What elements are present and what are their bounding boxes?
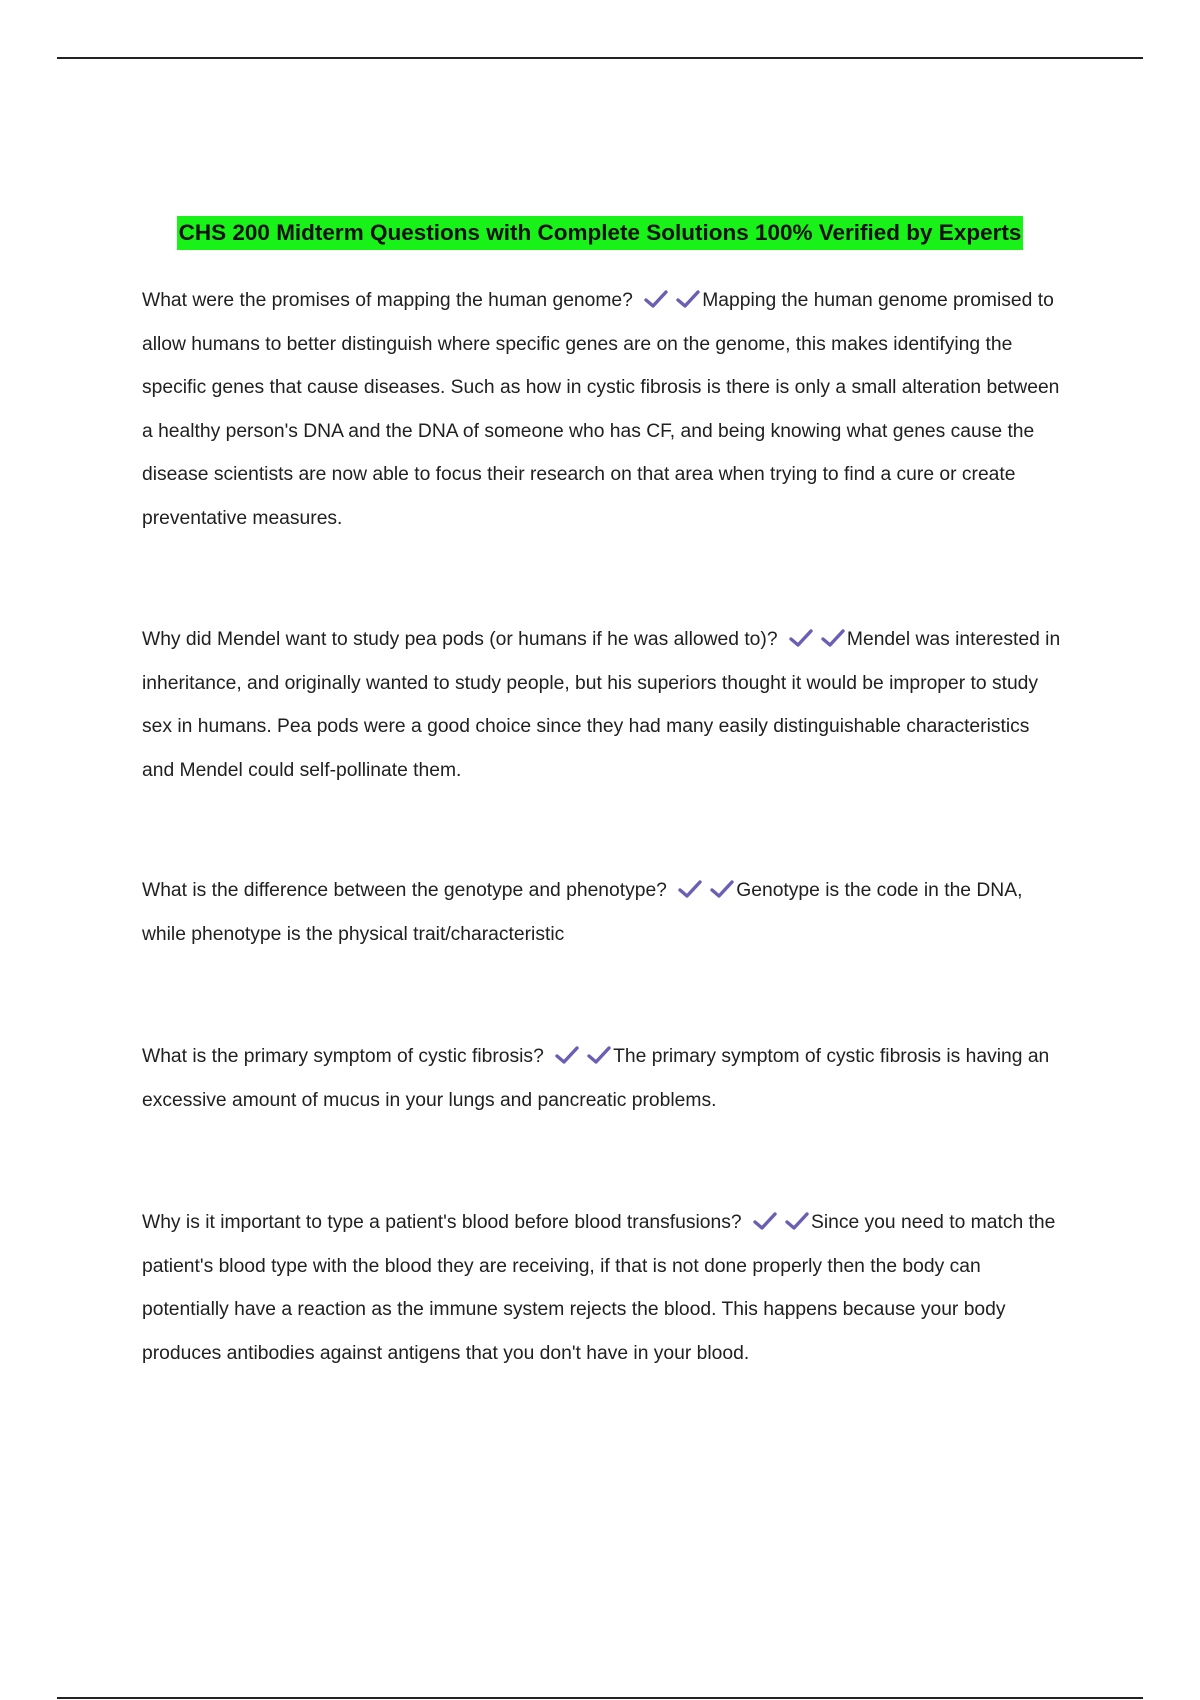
answer-text: Mapping the human genome promised to allow humans to better distinguish where specific genes are on the genome, this makes identifying the specific genes that cause diseases. Such as how in cystic fibrosis is there is only a small alteration between a healthy person's DNA and the DNA of someone who has CF, and being knowing what genes cause the disease scientists are now able to focus their research on that area when trying to find a cure or create preventative measures. [142,290,1060,529]
question-text: Why did Mendel want to study pea pods (or humans if he was allowed to)? [142,629,778,650]
check-icon [821,628,845,648]
qa-item [142,869,1064,956]
header-rule [57,57,1143,59]
answer-text: Genotype is the code in the DNA, while phenotype is the physical trait/characteristic [142,880,1023,945]
check-icon [555,1045,579,1065]
question-text: What is the difference between the genotype and phenotype? [142,880,667,901]
check-icon [785,1211,809,1231]
qa-item [142,1201,1064,1375]
check-icon [753,1211,777,1231]
qa-item [142,279,1064,540]
check-icon [678,879,702,899]
question-text: Why is it important to type a patient's blood before blood transfusions? [142,1212,742,1233]
check-icon [710,879,734,899]
check-icon [676,289,700,309]
title-container [0,216,1200,250]
question-text: What is the primary symptom of cystic fibrosis? [142,1046,544,1067]
footer-rule [57,1697,1143,1699]
answer-text: Since you need to match the patient's blood type with the blood they are receiving, if that is not done properly then the body can potentially have a reaction as the immune system rejects the blood. This happens because your body produces antibodies against antigens that you don't have in your blood. [142,1212,1056,1364]
check-icon [789,628,813,648]
qa-item [142,1035,1064,1122]
check-icon [587,1045,611,1065]
answer-text: The primary symptom of cystic fibrosis is having an excessive amount of mucus in your lungs and pancreatic problems. [142,1046,1050,1111]
question-text: What were the promises of mapping the human genome? [142,290,633,311]
check-icon [644,289,668,309]
document-title: CHS 200 Midterm Questions with Complete Solutions 100% Verified by Experts [177,216,1024,250]
qa-item [142,618,1064,792]
answer-text: Mendel was interested in inheritance, and originally wanted to study people, but his superiors thought it would be improper to study sex in humans. Pea pods were a good choice since they had many easily distinguishable characteristics and Mendel could self-pollinate them. [142,629,1061,781]
